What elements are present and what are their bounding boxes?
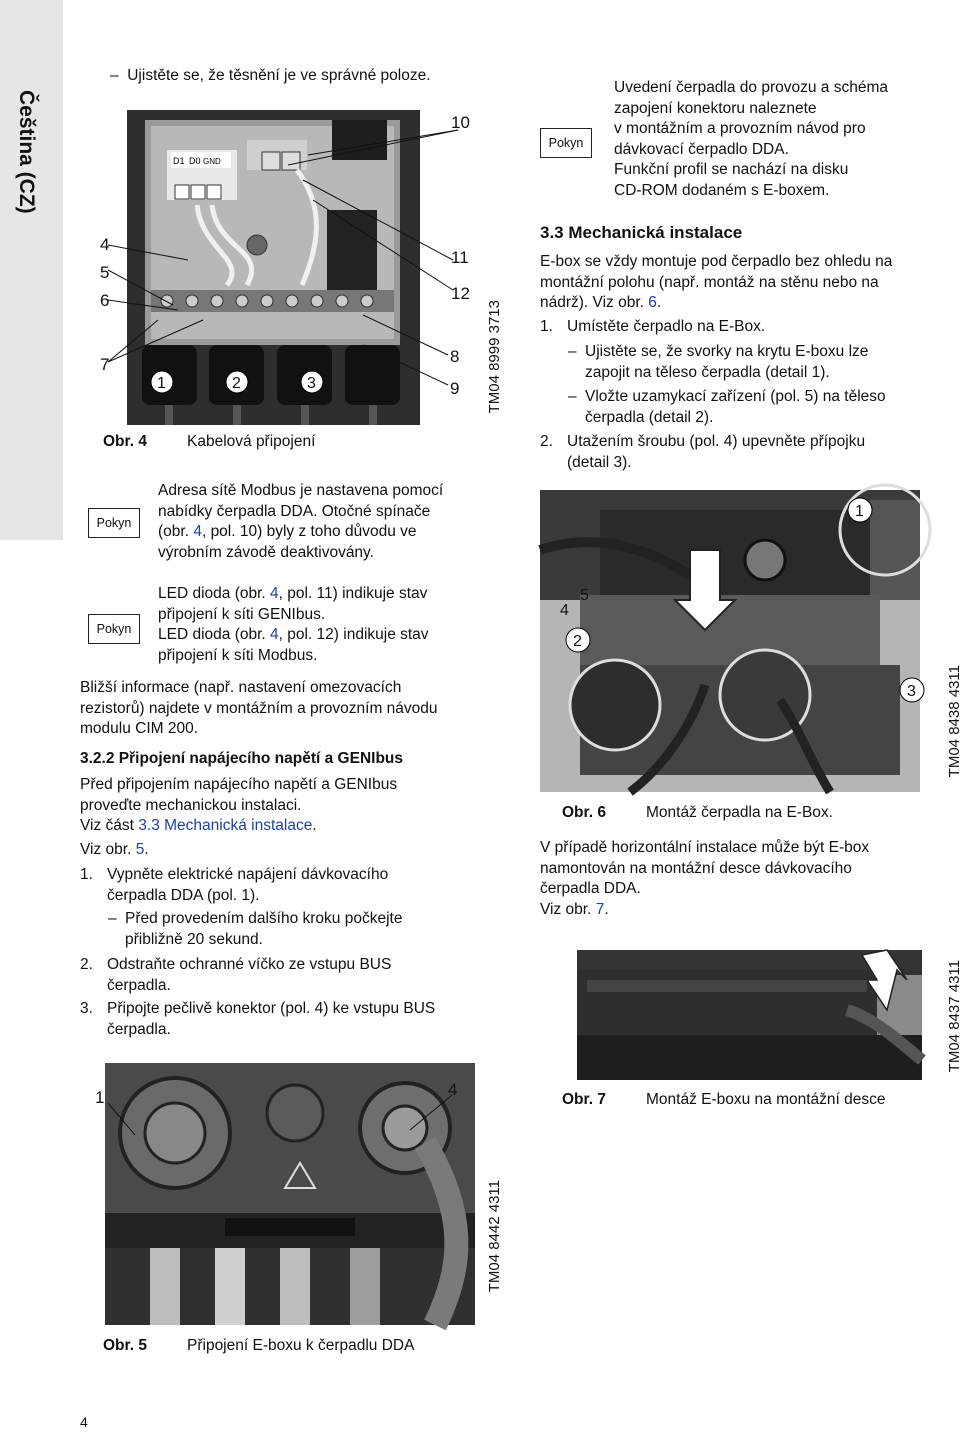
fig4-callout-6: 6 [100, 291, 110, 310]
step-line: Vložte uzamykací zařízení (pol. 5) na těleso [585, 388, 886, 405]
para-line: namontován na montážní desce dávkovacího [540, 859, 852, 877]
fig4-callout-4: 4 [100, 235, 110, 254]
para-line: V případě horizontální instalace může být E-box [540, 839, 870, 856]
fig4-callout-2: 2 [232, 375, 241, 392]
para-line: Viz část 3.3 Mechanická instalace. [80, 817, 317, 834]
fig4-callout-10: 10 [451, 113, 470, 132]
step-line: Odstraňte ochranné víčko ze vstupu BUS [107, 956, 392, 973]
para-line: nádrž). Viz obr. 6. [540, 294, 662, 311]
fig6-photo [540, 490, 920, 792]
fig6-callout-5: 5 [580, 587, 589, 604]
step-text [107, 955, 391, 996]
fig6-caption-text: Montáž čerpadla na E-Box. [646, 804, 833, 821]
note3-line: v montážním a provozním návod pro [614, 120, 866, 137]
step-line: čerpadla. [107, 976, 171, 994]
note1-line: nabídky čerpadla DDA. Otočné spínače [158, 502, 431, 520]
fig4-board-gnd: GND [203, 157, 221, 166]
note3-line: zapojení konektoru naleznete [614, 99, 817, 117]
fig4-caption-text: Kabelová připojení [187, 433, 316, 450]
step-num: 2. [80, 956, 93, 973]
fig4-callout-3: 3 [307, 375, 316, 392]
section-322-heading: 3.2.2 Připojení napájecího napětí a GENIbus [80, 750, 404, 767]
note1-text [158, 481, 443, 563]
note3-line: Funkční profil se nachází na disku [614, 161, 849, 178]
note2-line: LED dioda (obr. 4, pol. 11) indikuje stav [158, 585, 428, 602]
fig5-callout-1: 1 [95, 1088, 105, 1107]
bullet-seal: – Ujistěte se, že těsnění je ve správné poloze. [110, 67, 431, 84]
fig7-caption-text: Montáž E-boxu na montážní desce [646, 1091, 886, 1108]
fig7-caption-num: Obr. 7 [562, 1091, 606, 1108]
note3-text [614, 78, 888, 201]
step-text [125, 909, 402, 950]
note2-line: připojení k síti Modbus. [158, 646, 318, 664]
language-tab-label: Čeština (CZ) [15, 90, 38, 214]
note3-label: Pokyn [540, 128, 592, 158]
page-number: 4 [80, 1414, 88, 1430]
note1-label: Pokyn [88, 508, 140, 538]
para-line: čerpadla DDA. [540, 880, 641, 897]
section-322-paragraph [80, 775, 397, 837]
step-text [567, 432, 865, 473]
step-num: 1. [540, 318, 553, 335]
step-line: Vypněte elektrické napájení dávkovacího [107, 866, 389, 883]
fig4-board-d0: D0 [189, 156, 201, 166]
para-line: Viz obr. 7. [540, 900, 609, 918]
step-line: Utažením šroubu (pol. 4) upevněte přípojku [567, 433, 866, 450]
note2-line: připojení k síti GENIbus. [158, 605, 326, 623]
step-text [107, 865, 388, 906]
fig4-callout-8: 8 [450, 347, 460, 366]
para-line: Před připojením napájecího napětí a GENIbus [80, 776, 398, 793]
step-text [585, 342, 868, 383]
fig7-code: TM04 8437 4311 [946, 960, 963, 1073]
step-text: Umístěte čerpadlo na E-Box. [567, 318, 766, 335]
fig7-photo [577, 950, 922, 1080]
fig6-code: TM04 8438 4311 [946, 665, 963, 778]
fig4-callout-5: 5 [100, 263, 110, 282]
step-text [107, 999, 435, 1040]
fig6-illustration [540, 490, 920, 792]
step-line: Ujistěte se, že svorky na krytu E-boxu lze [585, 343, 869, 360]
step-num: 2. [540, 433, 553, 450]
step-line: čerpadla. [107, 1020, 171, 1038]
note1-line: (obr. 4, pol. 10) byly z toho důvodu ve [158, 523, 417, 540]
step-dash: – [108, 910, 117, 927]
section-33-heading: 3.3 Mechanická instalace [540, 223, 743, 242]
step-line: Před provedením dalšího kroku počkejte [125, 910, 403, 927]
fig5-callout-layer [80, 1075, 480, 1155]
horizontal-paragraph [540, 838, 869, 920]
step-num: 3. [80, 1000, 93, 1017]
note2-text [158, 584, 429, 666]
fig4-caption-num: Obr. 4 [103, 433, 147, 450]
step-line: přibližně 20 sekund. [125, 930, 263, 948]
fig4-callout-12: 12 [451, 284, 470, 303]
fig6-caption-num: Obr. 6 [562, 804, 606, 821]
fig6-callout-4: 4 [560, 602, 569, 619]
fig4-board-d1: D1 [173, 156, 185, 166]
fig4-callout-7: 7 [100, 355, 110, 374]
language-side-tab [0, 0, 63, 540]
note3-line: CD-ROM dodaném s E-boxem. [614, 181, 830, 199]
info-line: Bližší informace (např. nastavení omezovacích [80, 679, 402, 696]
step-line: Připojte pečlivě konektor (pol. 4) ke vstupu BUS [107, 1000, 436, 1017]
note1-line: výrobním závodě deaktivovány. [158, 543, 374, 561]
fig5-callout-4: 4 [448, 1080, 458, 1099]
para-line: proveďte mechanickou instalaci. [80, 796, 302, 814]
fig6-callout-2: 2 [573, 633, 582, 650]
para-line: montážní polohu (např. montáž na stěnu nebo na [540, 273, 879, 291]
fig4-code: TM04 8999 3713 [486, 300, 503, 414]
note2-line: LED dioda (obr. 4, pol. 12) indikuje stav [158, 626, 429, 643]
step-text [585, 387, 886, 428]
fig6-callout-1: 1 [855, 503, 864, 520]
info-paragraph [80, 678, 438, 740]
fig4-callout-1: 1 [157, 375, 166, 392]
step-num: 1. [80, 866, 93, 883]
fig4-callout-9: 9 [450, 379, 460, 398]
fig5-caption-num: Obr. 5 [103, 1337, 147, 1354]
note2-label: Pokyn [88, 614, 140, 644]
step-dash: – [568, 388, 577, 405]
step-line: zapojit na těleso čerpadla (detail 1). [585, 363, 830, 381]
info-line: rezistorů) najdete v montážním a provozním návodu [80, 699, 438, 717]
step-line: čerpadla (detail 2). [585, 408, 714, 426]
fig6-callout-3: 3 [907, 683, 916, 700]
note3-line: Uvedení čerpadla do provozu a schéma [614, 79, 888, 96]
note3-line: dávkovací čerpadlo DDA. [614, 140, 789, 158]
info-line: modulu CIM 200. [80, 720, 199, 737]
section-33-paragraph [540, 252, 892, 314]
fig4-callout-11: 11 [451, 248, 469, 267]
para-line: E-box se vždy montuje pod čerpadlo bez ohledu na [540, 253, 893, 270]
note1-line: Adresa sítě Modbus je nastavena pomocí [158, 482, 444, 499]
see-fig5: Viz obr. 5. [80, 841, 149, 858]
step-line: (detail 3). [567, 453, 632, 471]
step-dash: – [568, 343, 577, 360]
fig5-caption-text: Připojení E-boxu k čerpadlu DDA [187, 1337, 415, 1354]
fig4-callout-layer [63, 100, 503, 440]
step-line: čerpadla DDA (pol. 1). [107, 886, 260, 904]
fig5-code: TM04 8442 4311 [486, 1180, 503, 1293]
fig7-illustration [577, 950, 922, 1080]
